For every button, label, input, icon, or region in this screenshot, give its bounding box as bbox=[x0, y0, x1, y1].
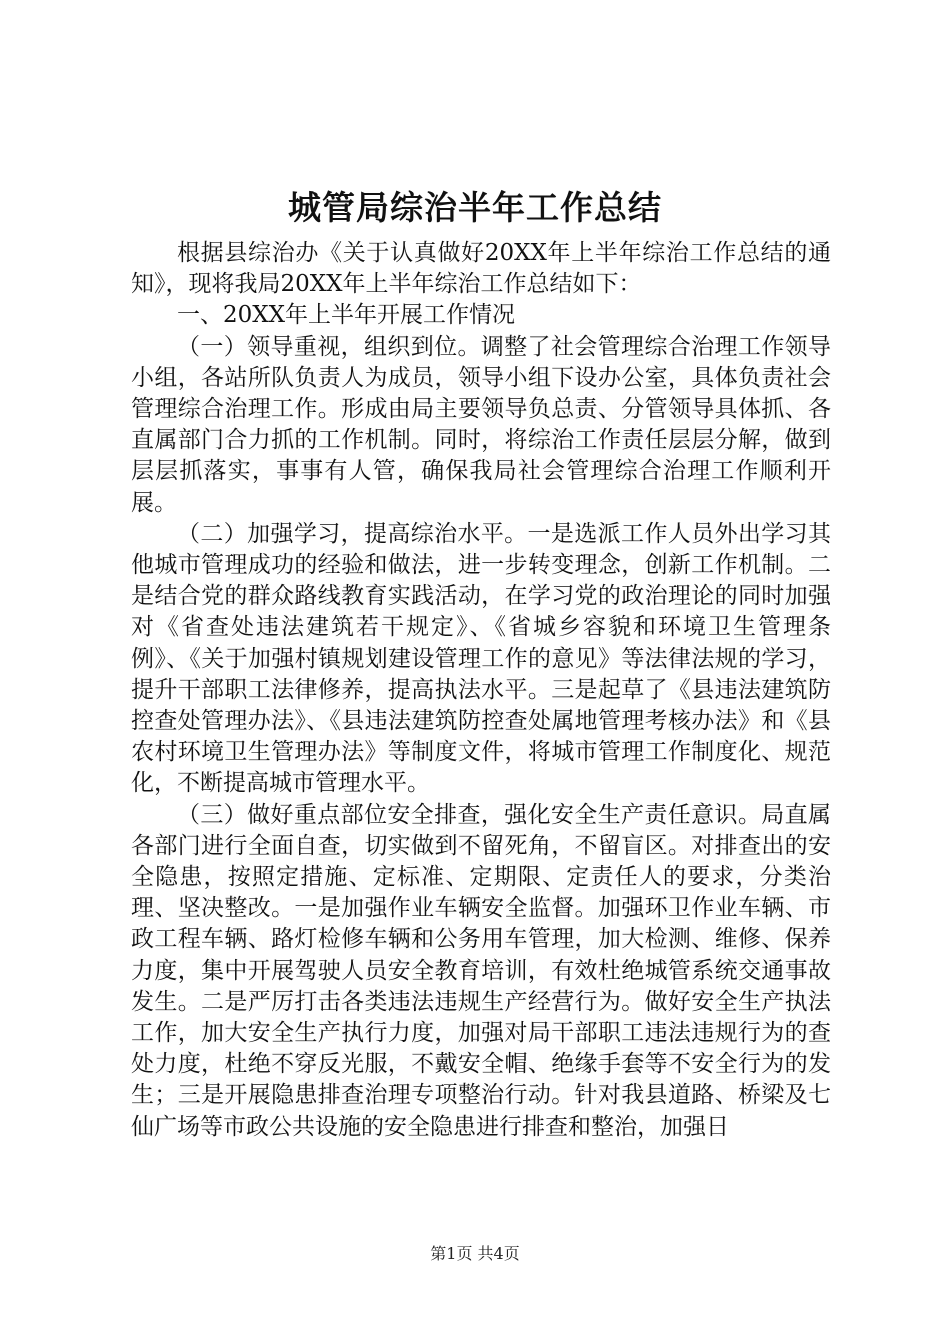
document-body bbox=[131, 238, 831, 1143]
intro-paragraph: 根据县综治办《关于认真做好20XX年上半年综治工作总结的通知》，现将我局20XX年上半年综治工作总结如下： bbox=[131, 240, 831, 298]
document-title: 城管局综治半年工作总结 bbox=[288, 188, 662, 227]
section-heading: 一、20XX年上半年开展工作情况 bbox=[177, 302, 516, 329]
paragraph-safety: （三）做好重点部位安全排查，强化安全生产责任意识。局直属各部门进行全面自查，切实做到不留死角，不留盲区。对排查出的安全隐患，按照定措施、定标准、定期限、定责任人的要求，分类治理、坚决整改。一是加强作业车辆安全监督。加强环卫作业车辆、市政工程车辆、路灯检修车辆和公务用车管理，加大检测、维修、保养力度，集中开展驾驶人员安全教育培训，有效杜绝城管系统交通事故发生。二是严厉打击各类违法违规生产经营行为。做好安全生产执法工作，加大安全生产执行力度，加强对局干部职工违法违规行为的查处力度，杜绝不穿反光服，不戴安全帽、绝缘手套等不安全行为的发生；三是开展隐患排查治理专项整治行动。针对我县道路、桥梁及七仙广场等市政公共设施的安全隐患进行排查和整治，加强日 bbox=[131, 801, 831, 1140]
paragraph-leadership: （一）领导重视，组织到位。调整了社会管理综合治理工作领导小组，各站所队负责人为成员，领导小组下设办公室，具体负责社会管理综合治理工作。形成由局主要领导负总责、分管领导具体抓、各直属部门合力抓的工作机制。同时，将综治工作责任层层分解，做到层层抓落实，事事有人管，确保我局社会管理综合治理工作顺利开展。 bbox=[131, 333, 831, 516]
paragraph-study: （二）加强学习，提高综治水平。一是选派工作人员外出学习其他城市管理成功的经验和做法，进一步转变理念，创新工作机制。二是结合党的群众路线教育实践活动，在学习党的政治理论的同时加强对《省查处违法建筑若干规定》、《省城乡容貌和环境卫生管理条例》、《关于加强村镇规划建设管理工作的意见》等法律法规的学习，提升干部职工法律修养，提高执法水平。三是起草了《县违法建筑防控查处管理办法》、《县违法建筑防控查处属地管理考核办法》和《县农村环境卫生管理办法》等制度文件，将城市管理工作制度化、规范化，不断提高城市管理水平。 bbox=[131, 520, 831, 797]
page-footer: 第1页 共4页 bbox=[430, 1244, 520, 1263]
